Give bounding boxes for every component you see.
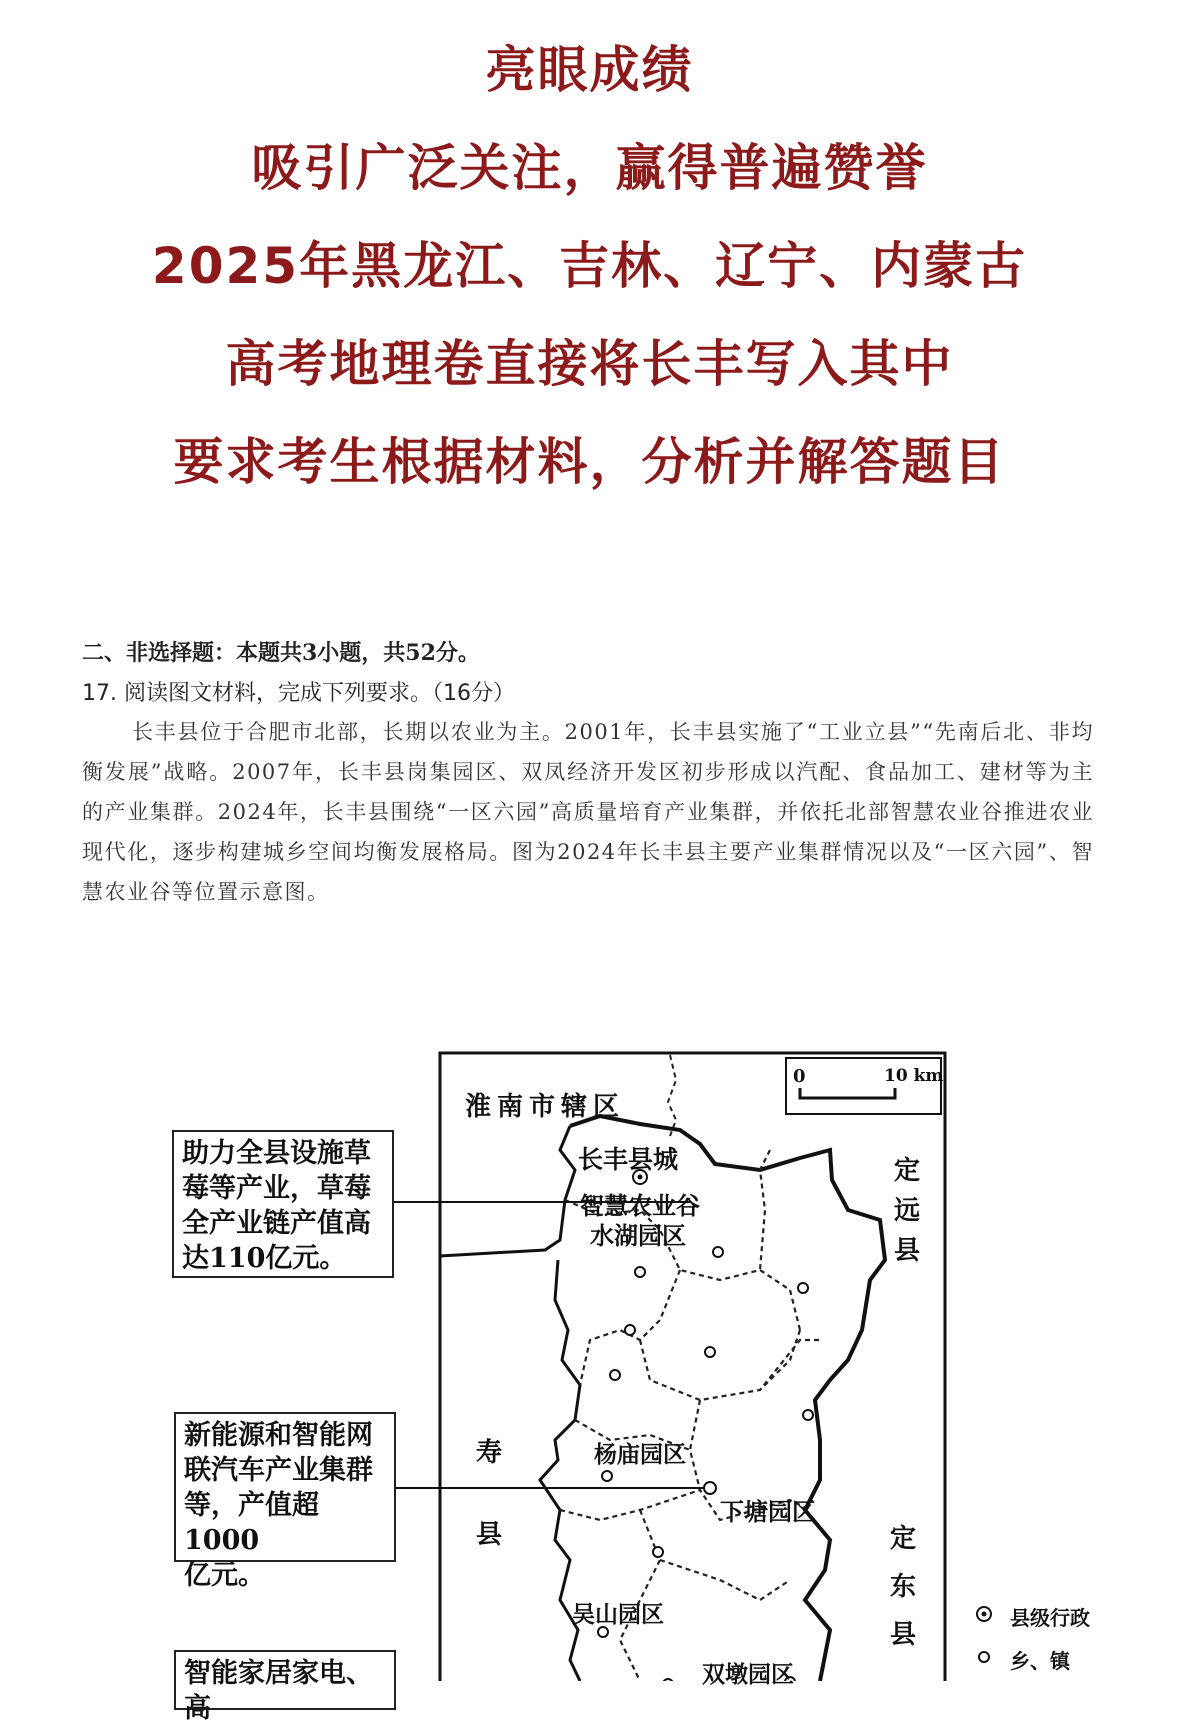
headline-1: 亮眼成绩 [485, 41, 694, 99]
label-shou-2: 县 [476, 1520, 503, 1550]
callout-strawberry [172, 1130, 394, 1278]
label-shuihu: 水湖园区 [590, 1221, 686, 1250]
question-line: 17. 阅读图文材料，完成下列要求。（16分） [82, 681, 515, 706]
callout-strawberry-line-4: 达110亿元。 [182, 1243, 347, 1274]
scale-zero-label: 0 [793, 1066, 806, 1087]
section-title: 二、非选择题：本题共3小题，共52分。 [82, 640, 480, 666]
label-xiatang: 下塘园区 [720, 1497, 816, 1526]
callout-smart-home-line-1: 智能家居家电、高 [184, 1658, 373, 1724]
label-smart-valley: 智慧农业谷 [580, 1191, 700, 1220]
label-yangmiao: 杨庙园区 [594, 1441, 686, 1468]
callout-auto-line-3: 等，产值超1000 [184, 1490, 319, 1556]
legend-town-symbol [979, 1652, 989, 1662]
label-huainan: 淮南市辖区 [465, 1092, 626, 1122]
label-shou-1: 寿 [476, 1438, 503, 1468]
label-dingyuan-3: 县 [894, 1236, 921, 1266]
callout-auto-line-2: 联汽车产业集群 [184, 1455, 373, 1486]
label-dingyuan-1: 定 [894, 1156, 921, 1186]
headline-3: 2025年黑龙江、吉林、辽宁、内蒙古 [151, 237, 1028, 295]
callout-smart-home [174, 1650, 396, 1724]
north-boundary [668, 1055, 676, 1136]
scale-end-label: 10 km [884, 1066, 944, 1086]
scale-bar [800, 1088, 895, 1098]
label-dingdong-3: 县 [890, 1620, 917, 1650]
callout-auto-line-4: 亿元。 [184, 1560, 265, 1591]
callout-auto-cluster [174, 1412, 396, 1591]
headline-4: 高考地理卷直接将长丰写入其中 [225, 335, 954, 393]
map-frame [440, 1053, 945, 1681]
label-dingyuan-2: 远 [894, 1196, 921, 1226]
legend-county-seat-label: 县级行政 [1010, 1606, 1090, 1630]
headline-2: 吸引广泛关注，赢得普遍赞誉 [251, 139, 928, 197]
callout-strawberry-line-2: 莓等产业，草莓 [182, 1173, 371, 1204]
material-paragraph: 长丰县位于合肥市北部，长期以农业为主。2001年，长丰县实施了“工业立县”“先南后北、非均衡发展”战略。2007年，长丰县岗集园区、双凤经济开发区初步形成以汽配、食品加工、建材等为主的产业集群。2024年，长丰县围绕“一区六园”高质量培育产业集群，并依托北部智慧农业谷推进农业现代化，逐步构建城乡空间均衡发展格局。图为2024年长丰县主要产业集群情况以及“一区六园”、智慧农业谷等位置示意图。 [82, 720, 1094, 904]
legend-town-label: 乡、镇 [1010, 1649, 1070, 1673]
headline-5: 要求考生根据材料，分析并解答题目 [173, 433, 1006, 491]
callout-strawberry-line-1: 助力全县设施草 [182, 1138, 371, 1169]
county-map [0, 1040, 1179, 1724]
county-boundary-west-north [440, 1126, 575, 1256]
label-county-town: 长丰县城 [578, 1145, 679, 1174]
label-dingdong-2: 东 [890, 1572, 917, 1602]
label-wushan: 吴山园区 [572, 1601, 664, 1628]
callout-strawberry-line-3: 全产业链产值高 [182, 1208, 371, 1239]
label-dingdong-1: 定 [890, 1524, 917, 1554]
callout-auto-line-1: 新能源和智能网 [184, 1420, 373, 1451]
label-shuangdun: 双墩园区 [702, 1661, 794, 1688]
